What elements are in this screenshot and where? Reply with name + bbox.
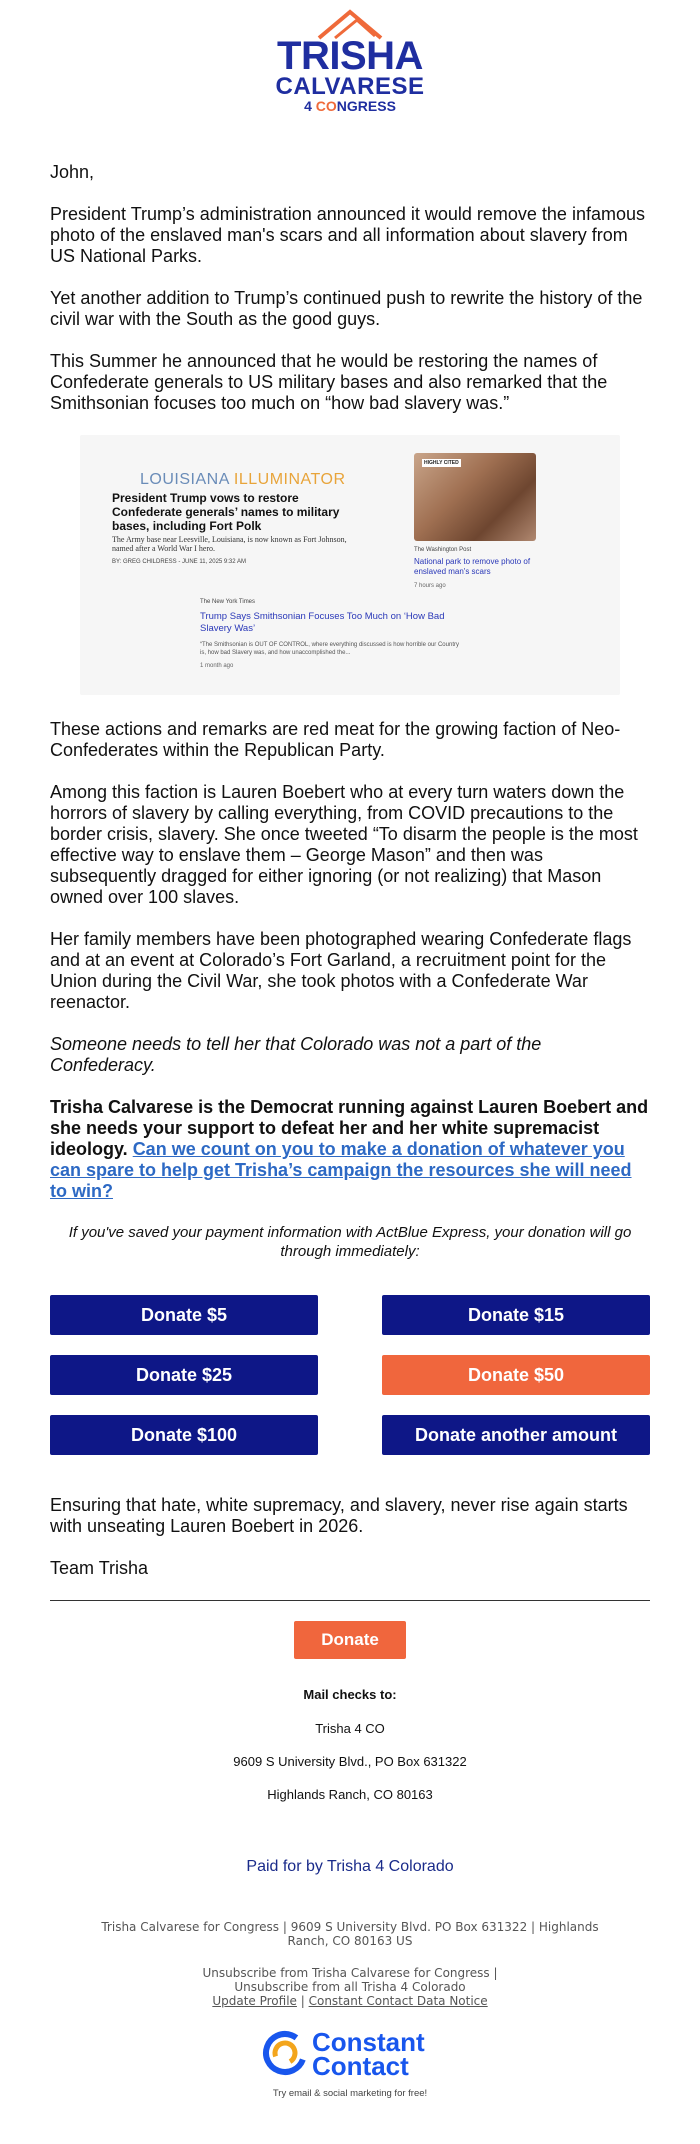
wp-time: 7 hours ago	[414, 583, 446, 589]
email-body	[0, 162, 700, 414]
illuminator-brand-a: LOUISIANA	[140, 471, 234, 488]
news-collage-image	[80, 435, 620, 695]
wordmark-line-2: Contact	[312, 2051, 409, 2081]
nyt-snippet: “The Smithsonian is OUT OF CONTROL, where everything discussed is how horrible our Country is, how bad Slavery was, and how unaccomplished the...	[200, 642, 459, 656]
update-profile-link[interactable]: Update Profile	[212, 1994, 297, 2008]
illuminator-headline: President Trump vows to restore Confederate generals’ names to military bases, including Fort Polk	[112, 491, 340, 533]
constant-contact-logo[interactable]	[0, 2026, 700, 2086]
constant-contact-footer	[0, 1920, 700, 2008]
logo-name-first: TRISHA	[277, 34, 423, 78]
illuminator-brand-b: ILLUMINATOR	[233, 471, 346, 488]
donate-50-button[interactable]: Donate $50	[382, 1355, 650, 1395]
mail-line: Highlands Ranch, CO 80163	[267, 1787, 433, 1802]
donate-5-button[interactable]: Donate $5	[50, 1295, 318, 1335]
donation-cta-link[interactable]: Can we count on you to make a donation of whatever you can spare to help get Trisha’s campaign the resources she will need to win?	[50, 1139, 632, 1201]
illuminator-byline: BY: GREG CHILDRESS - JUNE 11, 2025 9:32 AM	[112, 559, 246, 565]
unsubscribe-block	[0, 1966, 700, 2008]
donate-other-button[interactable]: Donate another amount	[382, 1415, 650, 1455]
closing	[0, 1495, 700, 1579]
link-separator: |	[296, 1994, 309, 2008]
unsubscribe-campaign-link[interactable]: Unsubscribe from Trisha Calvarese for Congress |	[202, 1966, 498, 1980]
logo-congress	[0, 98, 700, 114]
paragraph: Her family members have been photographed wearing Confederate flags and at an event at Colorado’s Fort Garland, a recruitment point for the Union during the Civil War, she took photos with a Confederate War reenactor.	[50, 929, 632, 1012]
cta-paragraph	[50, 1097, 650, 1202]
illuminator-brand	[140, 471, 346, 489]
paragraph: Among this faction is Lauren Boebert who at every turn waters down the horrors of slavery by calling everything, from COVID precautions to the border crisis, slavery. She once tweeted “To disarm the people is the most effective way to enslave them – George Mason” and then was subsequently dragged for either ignoring (or not realizing) that Mason owned over 100 slaves.	[50, 782, 638, 907]
donate-15-button[interactable]: Donate $15	[382, 1295, 650, 1335]
wp-headline: National park to remove photo of enslaved man's scars	[414, 557, 531, 576]
constant-contact-icon	[262, 2030, 308, 2076]
constant-contact-tagline[interactable]: Try email & social marketing for free!	[272, 2088, 428, 2099]
paragraph: This Summer he announced that he would be restoring the names of Confederate generals to US military bases and also remarked that the Smithsonian focuses too much on “how bad slavery was.”	[50, 351, 608, 413]
nyt-time: 1 month ago	[200, 663, 234, 669]
mail-line: Trisha 4 CO	[315, 1721, 385, 1736]
footer-donate-button[interactable]: Donate	[294, 1621, 406, 1659]
illuminator-subhead: The Army base near Leesville, Louisiana, is now known as Fort Johnson, named after a World War I hero.	[112, 535, 347, 553]
logo-name-last: CALVARESE	[275, 73, 425, 100]
mail-checks-block	[0, 1687, 700, 1802]
greeting: John,	[50, 162, 95, 182]
paragraph: President Trump’s administration announced it would remove the infamous photo of the enslaved man's scars and all information about slavery from US National Parks.	[50, 204, 645, 266]
nyt-source: The New York Times	[200, 599, 256, 605]
paragraph: Yet another addition to Trump’s continued push to rewrite the history of the civil war with the South as the good guys.	[50, 288, 643, 329]
paragraph: These actions and remarks are red meat for the growing faction of Neo-Confederates within the Republican Party.	[50, 719, 621, 760]
divider	[50, 1600, 650, 1601]
bold-statement: Trisha Calvarese is the Democrat running against Lauren Boebert and she needs your support to defeat her and her white supremacist ideology.	[50, 1097, 649, 1159]
mail-line: 9609 S University Blvd., PO Box 631322	[233, 1754, 467, 1769]
nyt-headline: Trump Says Smithsonian Focuses Too Much on ‘How Bad Slavery Was’	[200, 611, 445, 634]
footer-address: Trisha Calvarese for Congress | 9609 S University Blvd. PO Box 631322 | Highlands Ranch, CO 80163 US	[101, 1920, 599, 1948]
data-notice-link[interactable]: Constant Contact Data Notice	[308, 1994, 488, 2008]
paid-for-disclaimer: Paid for by Trisha 4 Colorado	[246, 1858, 454, 1875]
logo-congress-num: 4	[304, 98, 316, 114]
closing-paragraph: Ensuring that hate, white supremacy, and slavery, never rise again starts with unseating Lauren Boebert in 2026.	[50, 1495, 628, 1536]
signature: Team Trisha	[50, 1558, 149, 1578]
donate-button-grid	[0, 1295, 700, 1455]
email-body-2	[0, 719, 700, 1202]
wordmark-line-1: Constant	[312, 2027, 425, 2057]
logo-congress-rest: NGRESS	[336, 98, 396, 114]
donate-25-button[interactable]: Donate $25	[50, 1355, 318, 1395]
campaign-logo[interactable]	[0, 0, 700, 130]
constant-contact-wordmark	[312, 2027, 425, 2081]
mail-heading: Mail checks to:	[303, 1687, 397, 1702]
wp-source: The Washington Post	[414, 547, 472, 553]
unsubscribe-all-link[interactable]: Unsubscribe from all Trisha 4 Colorado	[234, 1980, 466, 1994]
actblue-note: If you've saved your payment information with ActBlue Express, your donation will go through immediately:	[68, 1224, 632, 1260]
donate-100-button[interactable]: Donate $100	[50, 1415, 318, 1455]
logo-congress-co: CO	[315, 98, 337, 114]
italic-paragraph: Someone needs to tell her that Colorado was not a part of the Confederacy.	[50, 1034, 542, 1075]
highly-cited-badge: HIGHLY CITED	[424, 460, 459, 466]
